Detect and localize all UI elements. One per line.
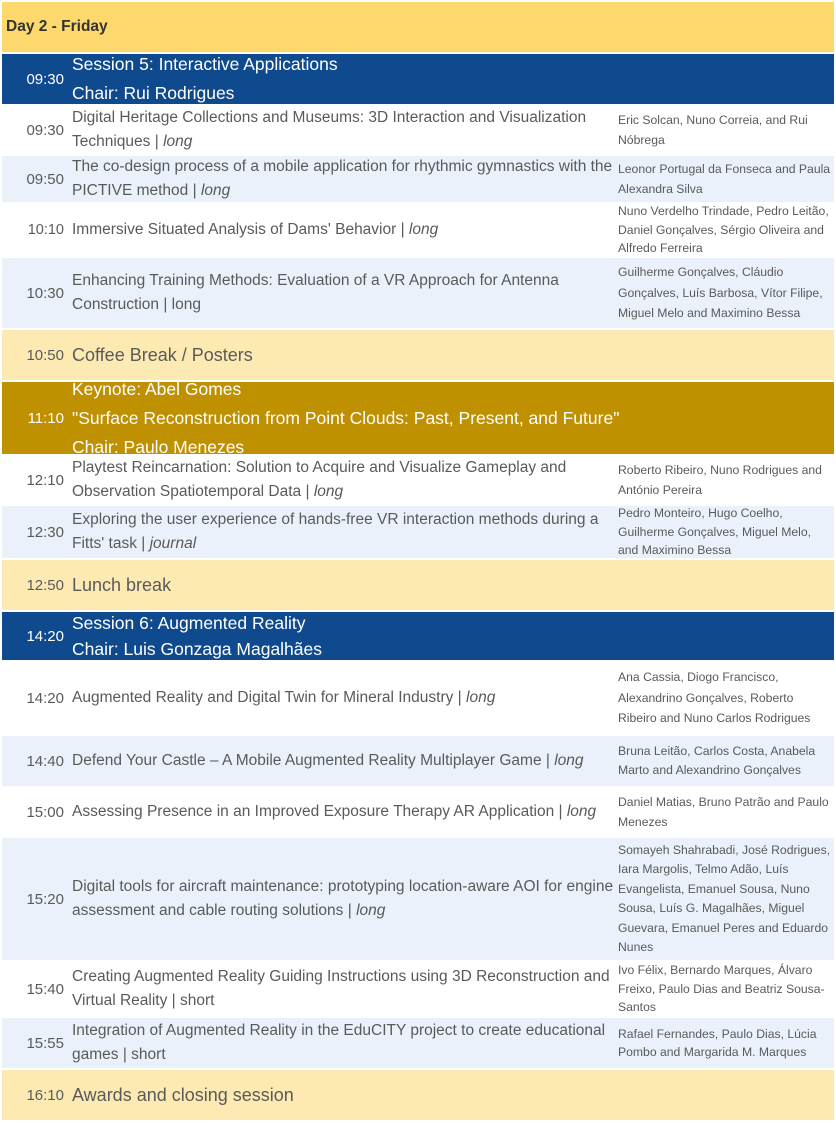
talk-row bbox=[2, 736, 834, 786]
talk-row bbox=[2, 1018, 834, 1068]
session-time: 14:20 bbox=[26, 627, 64, 645]
talk-title: The co-design process of a mobile application for rhythmic gymnastics with the PICTIVE method | long bbox=[72, 157, 613, 199]
talk-title: Defend Your Castle – A Mobile Augmented Reality Multiplayer Game | long bbox=[72, 751, 584, 769]
session-title: Session 6: Augmented Reality bbox=[72, 613, 306, 633]
session-title: Session 5: Interactive Applications bbox=[72, 54, 338, 74]
break-time: 16:10 bbox=[26, 1086, 64, 1104]
talk-row bbox=[2, 156, 834, 202]
talk-authors: Nuno Verdelho Trindade, Pedro Leitão, Daniel Gonçalves, Sérgio Oliveira and Alfredo Ferreira bbox=[618, 204, 829, 256]
coffee-break-row bbox=[2, 330, 834, 380]
talk-row bbox=[2, 106, 834, 154]
talk-title: Digital tools for aircraft maintenance: prototyping location-aware AOI for engine assessment and cable routing solutions | long bbox=[72, 877, 614, 919]
talk-authors: Somayeh Shahrabadi, José Rodrigues, Iara Margolis, Telmo Adão, Luís Evangelista, Emanuel Sousa, Nuno Sousa, Luís G. Magalhães, Miguel Guevara, Emanuel Peres and Eduardo Nunes bbox=[618, 842, 831, 954]
talk-title: Immersive Situated Analysis of Dams' Behavior | long bbox=[72, 220, 439, 238]
keynote-time: 11:10 bbox=[27, 409, 64, 427]
session-header bbox=[2, 612, 834, 660]
talk-time: 15:40 bbox=[26, 980, 64, 998]
session-time: 09:30 bbox=[26, 70, 64, 88]
session-chair: Chair: Luis Gonzaga Magalhães bbox=[72, 639, 323, 659]
talk-title: Exploring the user experience of hands-free VR interaction methods during a Fitts' task | journal bbox=[72, 510, 599, 552]
talk-title: Assessing Presence in an Improved Exposure Therapy AR Application | long bbox=[72, 802, 597, 820]
talk-time: 12:10 bbox=[26, 471, 64, 489]
keynote-chair: Chair: Paulo Menezes bbox=[72, 436, 245, 454]
talk-authors: Bruna Leitão, Carlos Costa, Anabela Marto and Alexandrino Gonçalves bbox=[618, 744, 816, 777]
keynote-header bbox=[2, 382, 834, 454]
talk-authors: Daniel Matias, Bruno Patrão and Paulo Menezes bbox=[618, 794, 829, 829]
talk-time: 15:00 bbox=[26, 803, 64, 821]
talk-time: 10:10 bbox=[27, 222, 64, 238]
talk-title: Playtest Reincarnation: Solution to Acquire and Visualize Gameplay and Observation Spatiotemporal Data | long bbox=[72, 458, 567, 500]
talk-time: 15:55 bbox=[26, 1034, 64, 1052]
day-title: Day 2 - Friday bbox=[6, 18, 108, 35]
day-header bbox=[2, 2, 834, 52]
talk-authors: Eric Solcan, Nuno Correia, and Rui Nóbrega bbox=[618, 112, 808, 147]
session-chair: Chair: Rui Rodrigues bbox=[72, 83, 235, 103]
break-label: Coffee Break / Posters bbox=[72, 344, 253, 365]
talk-time: 14:20 bbox=[26, 689, 64, 707]
keynote-speaker: Keynote: Abel Gomes bbox=[72, 382, 242, 399]
talk-row bbox=[2, 258, 834, 328]
talk-row bbox=[2, 506, 834, 558]
talk-authors: Guilherme Gonçalves, Cláudio Gonçalves, Luís Barbosa, Vítor Filipe, Miguel Melo and Maximino Bessa bbox=[618, 265, 823, 321]
talk-time: 10:30 bbox=[26, 284, 64, 302]
talk-authors: Leonor Portugal da Fonseca and Paula Alexandra Silva bbox=[618, 161, 831, 196]
session-header bbox=[2, 54, 834, 104]
talk-time: 09:30 bbox=[26, 121, 64, 139]
talk-row bbox=[2, 456, 834, 504]
lunch-break-row bbox=[2, 560, 834, 610]
talk-time: 09:50 bbox=[26, 170, 64, 188]
talk-row bbox=[2, 788, 834, 836]
talk-row bbox=[2, 838, 834, 960]
break-label: Lunch break bbox=[72, 574, 172, 595]
talk-row bbox=[2, 204, 834, 256]
break-time: 12:50 bbox=[26, 576, 64, 594]
talk-title: Creating Augmented Reality Guiding Instructions using 3D Reconstruction and Virtual Reality | short bbox=[72, 967, 610, 1009]
talk-row bbox=[2, 962, 834, 1016]
talk-authors: Roberto Ribeiro, Nuno Rodrigues and António Pereira bbox=[618, 462, 822, 497]
break-label: Awards and closing session bbox=[72, 1084, 294, 1105]
talk-time: 15:20 bbox=[26, 890, 64, 908]
talk-title: Integration of Augmented Reality in the EduCITY project to create educational games | short bbox=[72, 1021, 606, 1063]
talk-authors: Ana Cassia, Diogo Francisco, Alexandrino Gonçalves, Roberto Ribeiro and Nuno Carlos Rodrigues bbox=[618, 670, 811, 726]
talk-authors: Rafael Fernandes, Paulo Dias, Lúcia Pombo and Margarida M. Marques bbox=[618, 1026, 817, 1059]
talk-title: Augmented Reality and Digital Twin for Mineral Industry | long bbox=[72, 688, 496, 706]
talk-title: Enhancing Training Methods: Evaluation of a VR Approach for Antenna Construction | long bbox=[72, 271, 559, 313]
talk-authors: Ivo Félix, Bernardo Marques, Álvaro Freixo, Paulo Dias and Beatriz Sousa-Santos bbox=[618, 963, 825, 1015]
talk-title: Digital Heritage Collections and Museums: 3D Interaction and Visualization Techniques | long bbox=[72, 108, 587, 150]
closing-session-row bbox=[2, 1070, 834, 1120]
talk-time: 12:30 bbox=[26, 523, 64, 541]
break-time: 10:50 bbox=[26, 346, 64, 364]
talk-time: 14:40 bbox=[26, 752, 64, 770]
talk-row bbox=[2, 662, 834, 734]
keynote-title: "Surface Reconstruction from Point Clouds: Past, Present, and Future" bbox=[72, 407, 620, 428]
talk-authors: Pedro Monteiro, Hugo Coelho, Guilherme Gonçalves, Miguel Melo, and Maximino Bessa bbox=[618, 506, 812, 558]
